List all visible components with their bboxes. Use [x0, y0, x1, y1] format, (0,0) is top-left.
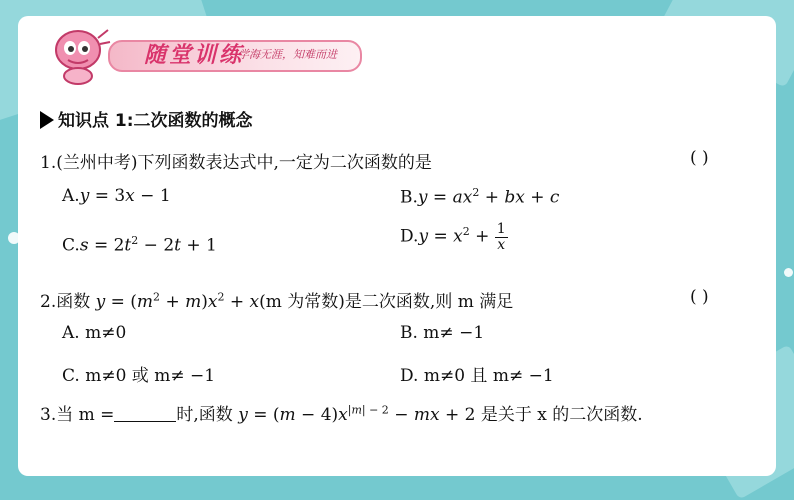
option-1b: $B.y = ax^2$ + bx + c [400, 186, 560, 208]
option-1a: A.y = 3x − 1 [62, 186, 171, 206]
answer-paren: ( ) [690, 148, 709, 168]
knowledge-point-heading [40, 106, 253, 131]
decor-dot [784, 268, 793, 277]
banner-title: 随堂训练 [144, 42, 245, 68]
option-2c: C. m≠0 或 m≠ −1 [62, 366, 216, 386]
section-banner [48, 24, 358, 86]
knowledge-point-text: 知识点 1:二次函数的概念 [58, 111, 253, 131]
play-arrow-icon [40, 111, 54, 129]
question-1-stem: 1.(兰州中考)下列函数表达式中,一定为二次函数的是 [40, 153, 432, 173]
answer-blank[interactable] [114, 407, 176, 422]
content-card [18, 16, 776, 476]
option-1c: $C.s = 2t^2 - 2t + 1$ [62, 234, 217, 256]
mascot-icon [48, 24, 112, 86]
question-2-stem: 2.函数 $y = (m^2 + m)x^2 + x(m$ 为常数)是二次函数,则 m 满足 [40, 290, 514, 312]
option-2a: A. m≠0 [62, 323, 127, 343]
option-2d: D. m≠0 且 m≠ −1 [400, 366, 554, 386]
question-3-stem: 3.当 m = 时,函数 $y = (m - 4)x^{|m| - 2}$ − mx + 2 是关于 x 的二次函数. [40, 403, 643, 425]
banner-subtitle: 学海无涯，知难而进 [238, 48, 337, 61]
answer-paren: ( ) [690, 287, 709, 307]
option-2b: B. m≠ −1 [400, 323, 485, 343]
option-1d: $D.y = x^2$ + $\frac{1}{x}$ [400, 221, 506, 253]
